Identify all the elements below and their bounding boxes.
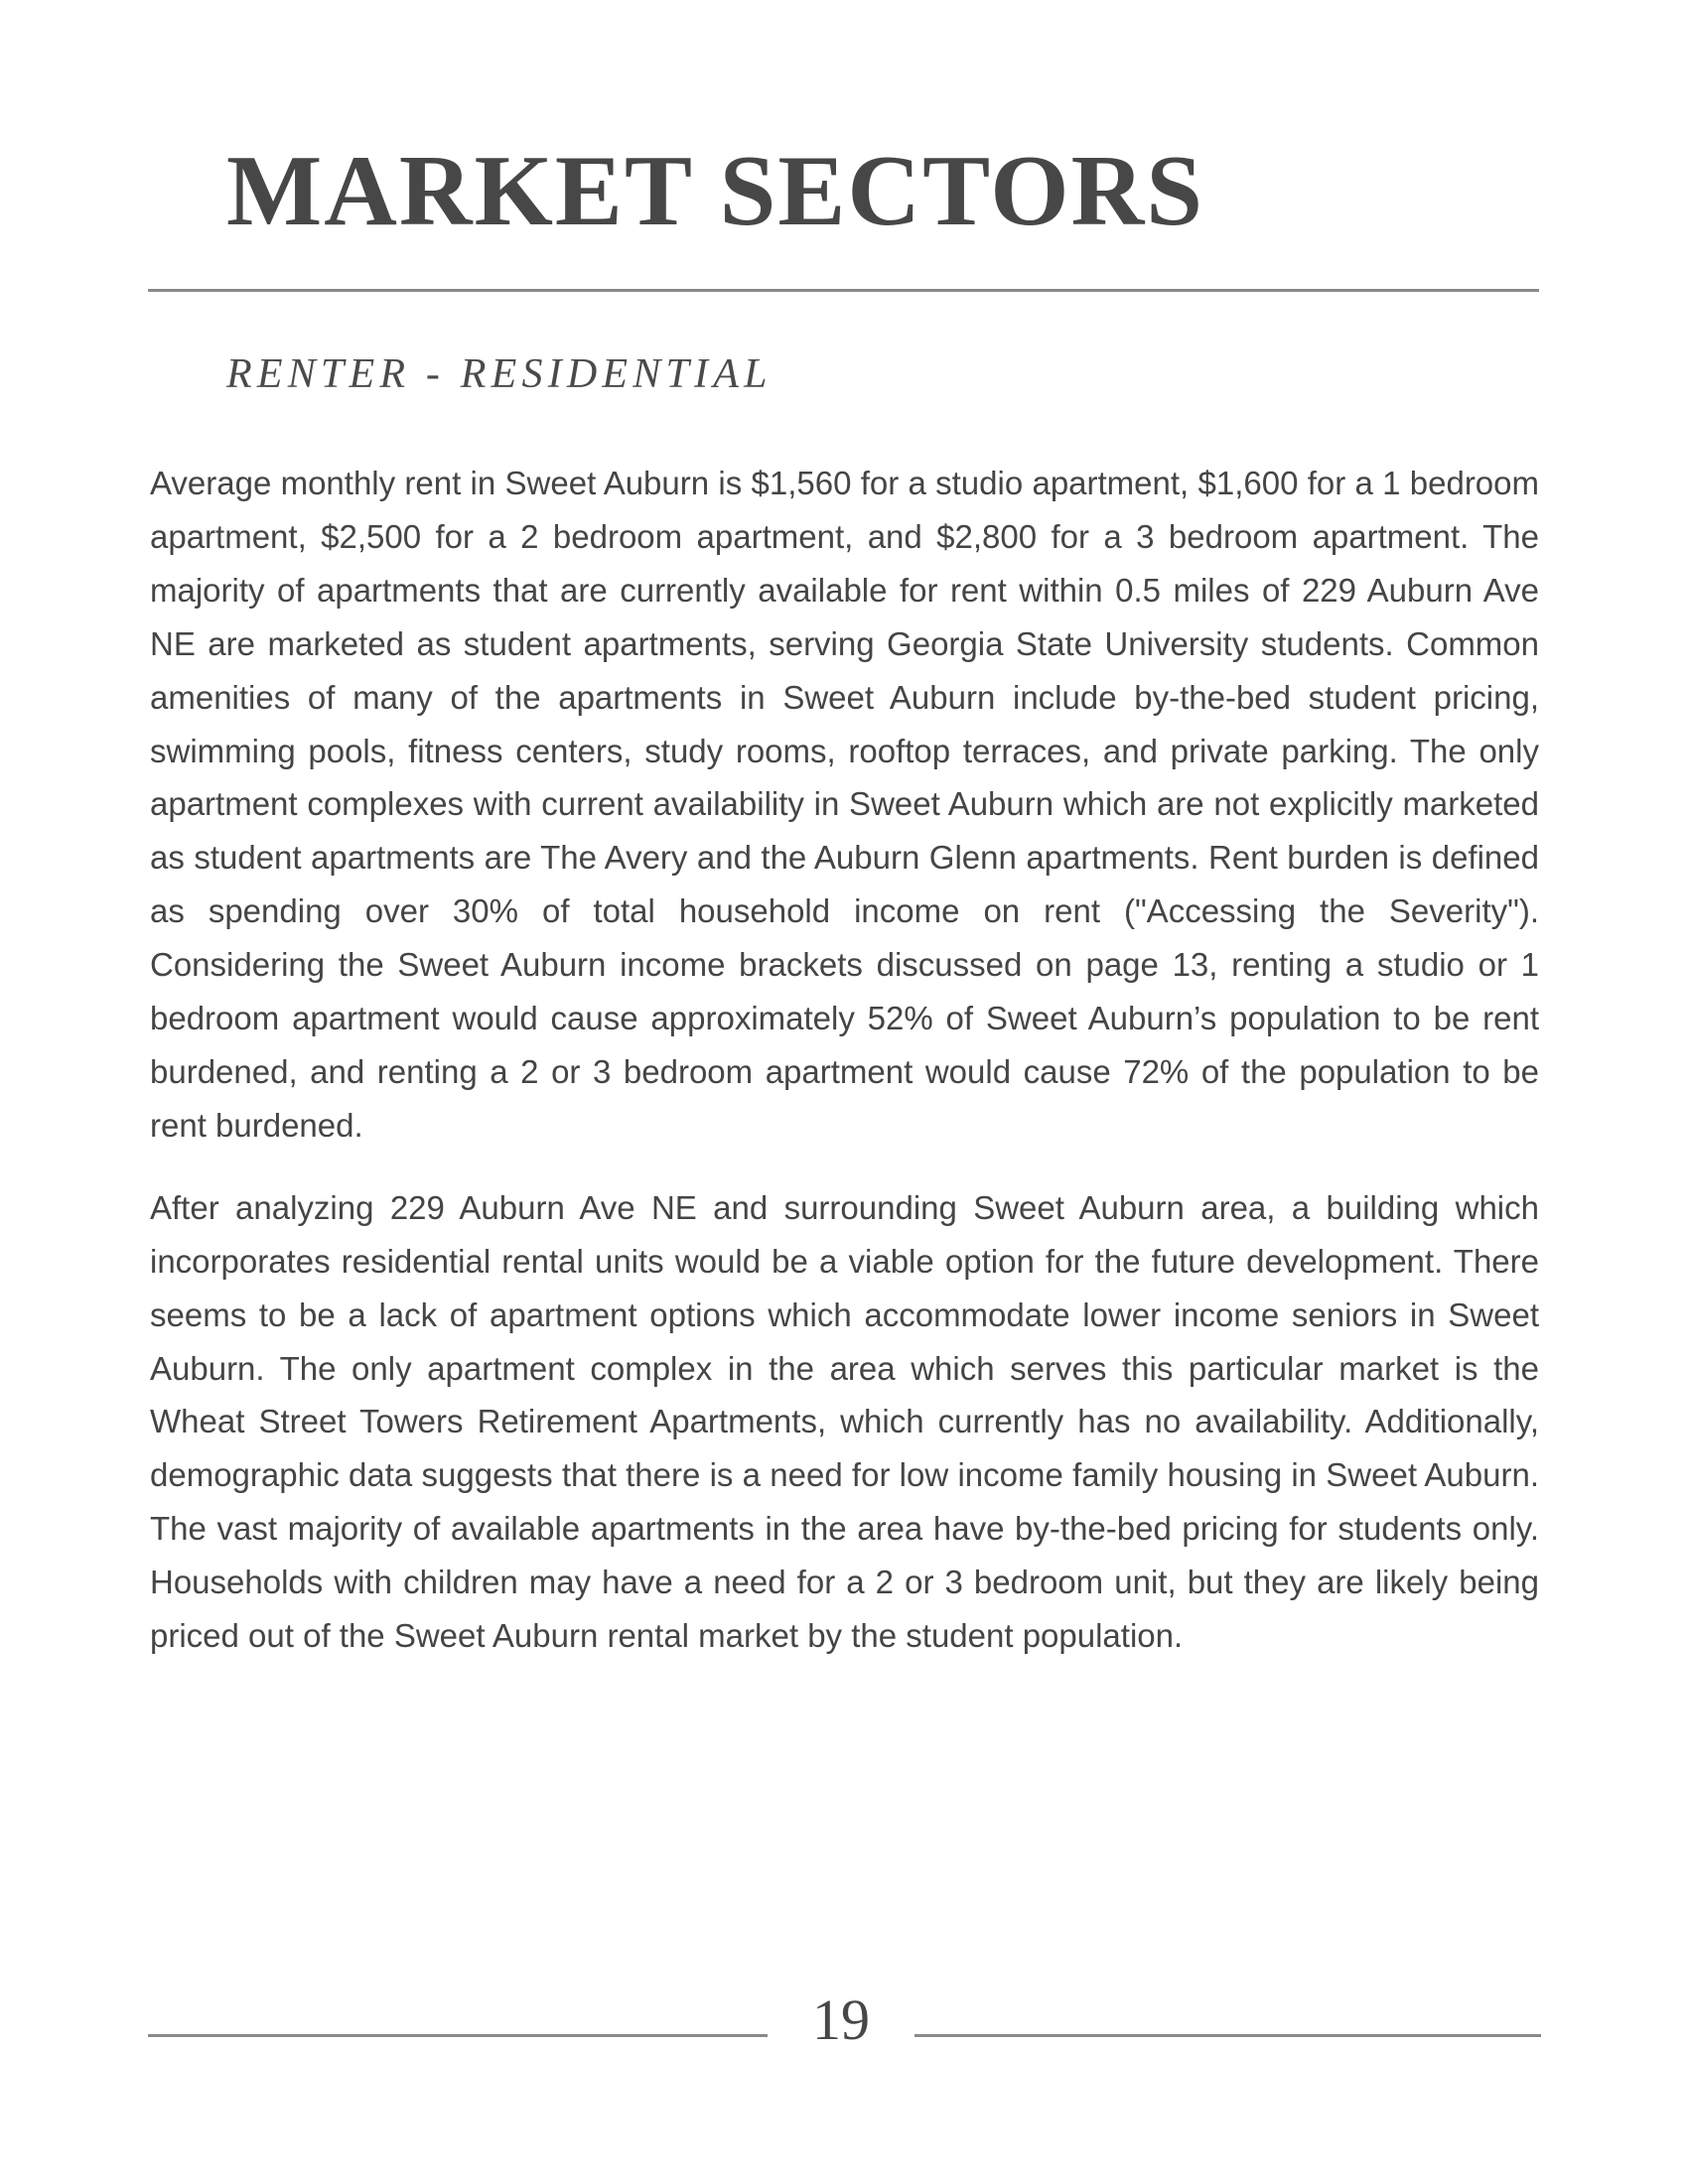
- paragraph-analysis: After analyzing 229 Auburn Ave NE and surrounding Sweet Auburn area, a building which incorporates residential rental units would be a viable option for the future development. There seems to be a lack of apartment options which accommodate lower income seniors in Sweet Auburn. The only apartment complex in the area which serves this particular market is the Wheat Street Towers Retirement Apartments, which currently has no availability. Additionally, demographic data suggests that there is a need for low income family housing in Sweet Auburn. The vast majority of available apartments in the area have by-the-bed pricing for students only. Households with children may have a need for a 2 or 3 bedroom unit, but they are likely being priced out of the Sweet Auburn rental market by the student population.: [150, 1188, 1539, 1655]
- page-footer: [148, 1987, 1541, 2060]
- page-title: MARKET SECTORS: [226, 135, 1204, 247]
- footer-divider-right: [914, 2034, 1541, 2037]
- paragraph-rent-overview: Average monthly rent in Sweet Auburn is $1,560 for a studio apartment, $1,600 for a 1 bedroom apartment, $2,500 for a 2 bedroom apartment, and $2,800 for a 3 bedroom apartment. The majority of apartments that are currently available for rent within 0.5 miles of 229 Auburn Ave NE are marketed as student apartments, serving Georgia State University students. Common amenities of many of the apartments in Sweet Auburn include by-the-bed student pricing, swimming pools, fitness centers, study rooms, rooftop terraces, and private parking. The only apartment complexes with current availability in Sweet Auburn which are not explicitly marketed as student apartments are The Avery and the Auburn Glenn apartments. Rent burden is defined as spending over 30% of total household income on rent ("Accessing the Severity"). Considering the Sweet Auburn income brackets discussed on page 13, renting a studio or 1 bedroom apartment would cause approximately 52% of Sweet Auburn’s population to be rent burdened, and renting a 2 or 3 bedroom apartment would cause 72% of the population to be rent burdened.: [150, 465, 1539, 1144]
- section-subtitle: RENTER - RESIDENTIAL: [226, 351, 773, 397]
- page-number: 19: [812, 1987, 870, 2052]
- footer-divider-left: [148, 2034, 768, 2037]
- body-text: [150, 457, 1539, 1692]
- title-divider: [148, 289, 1539, 292]
